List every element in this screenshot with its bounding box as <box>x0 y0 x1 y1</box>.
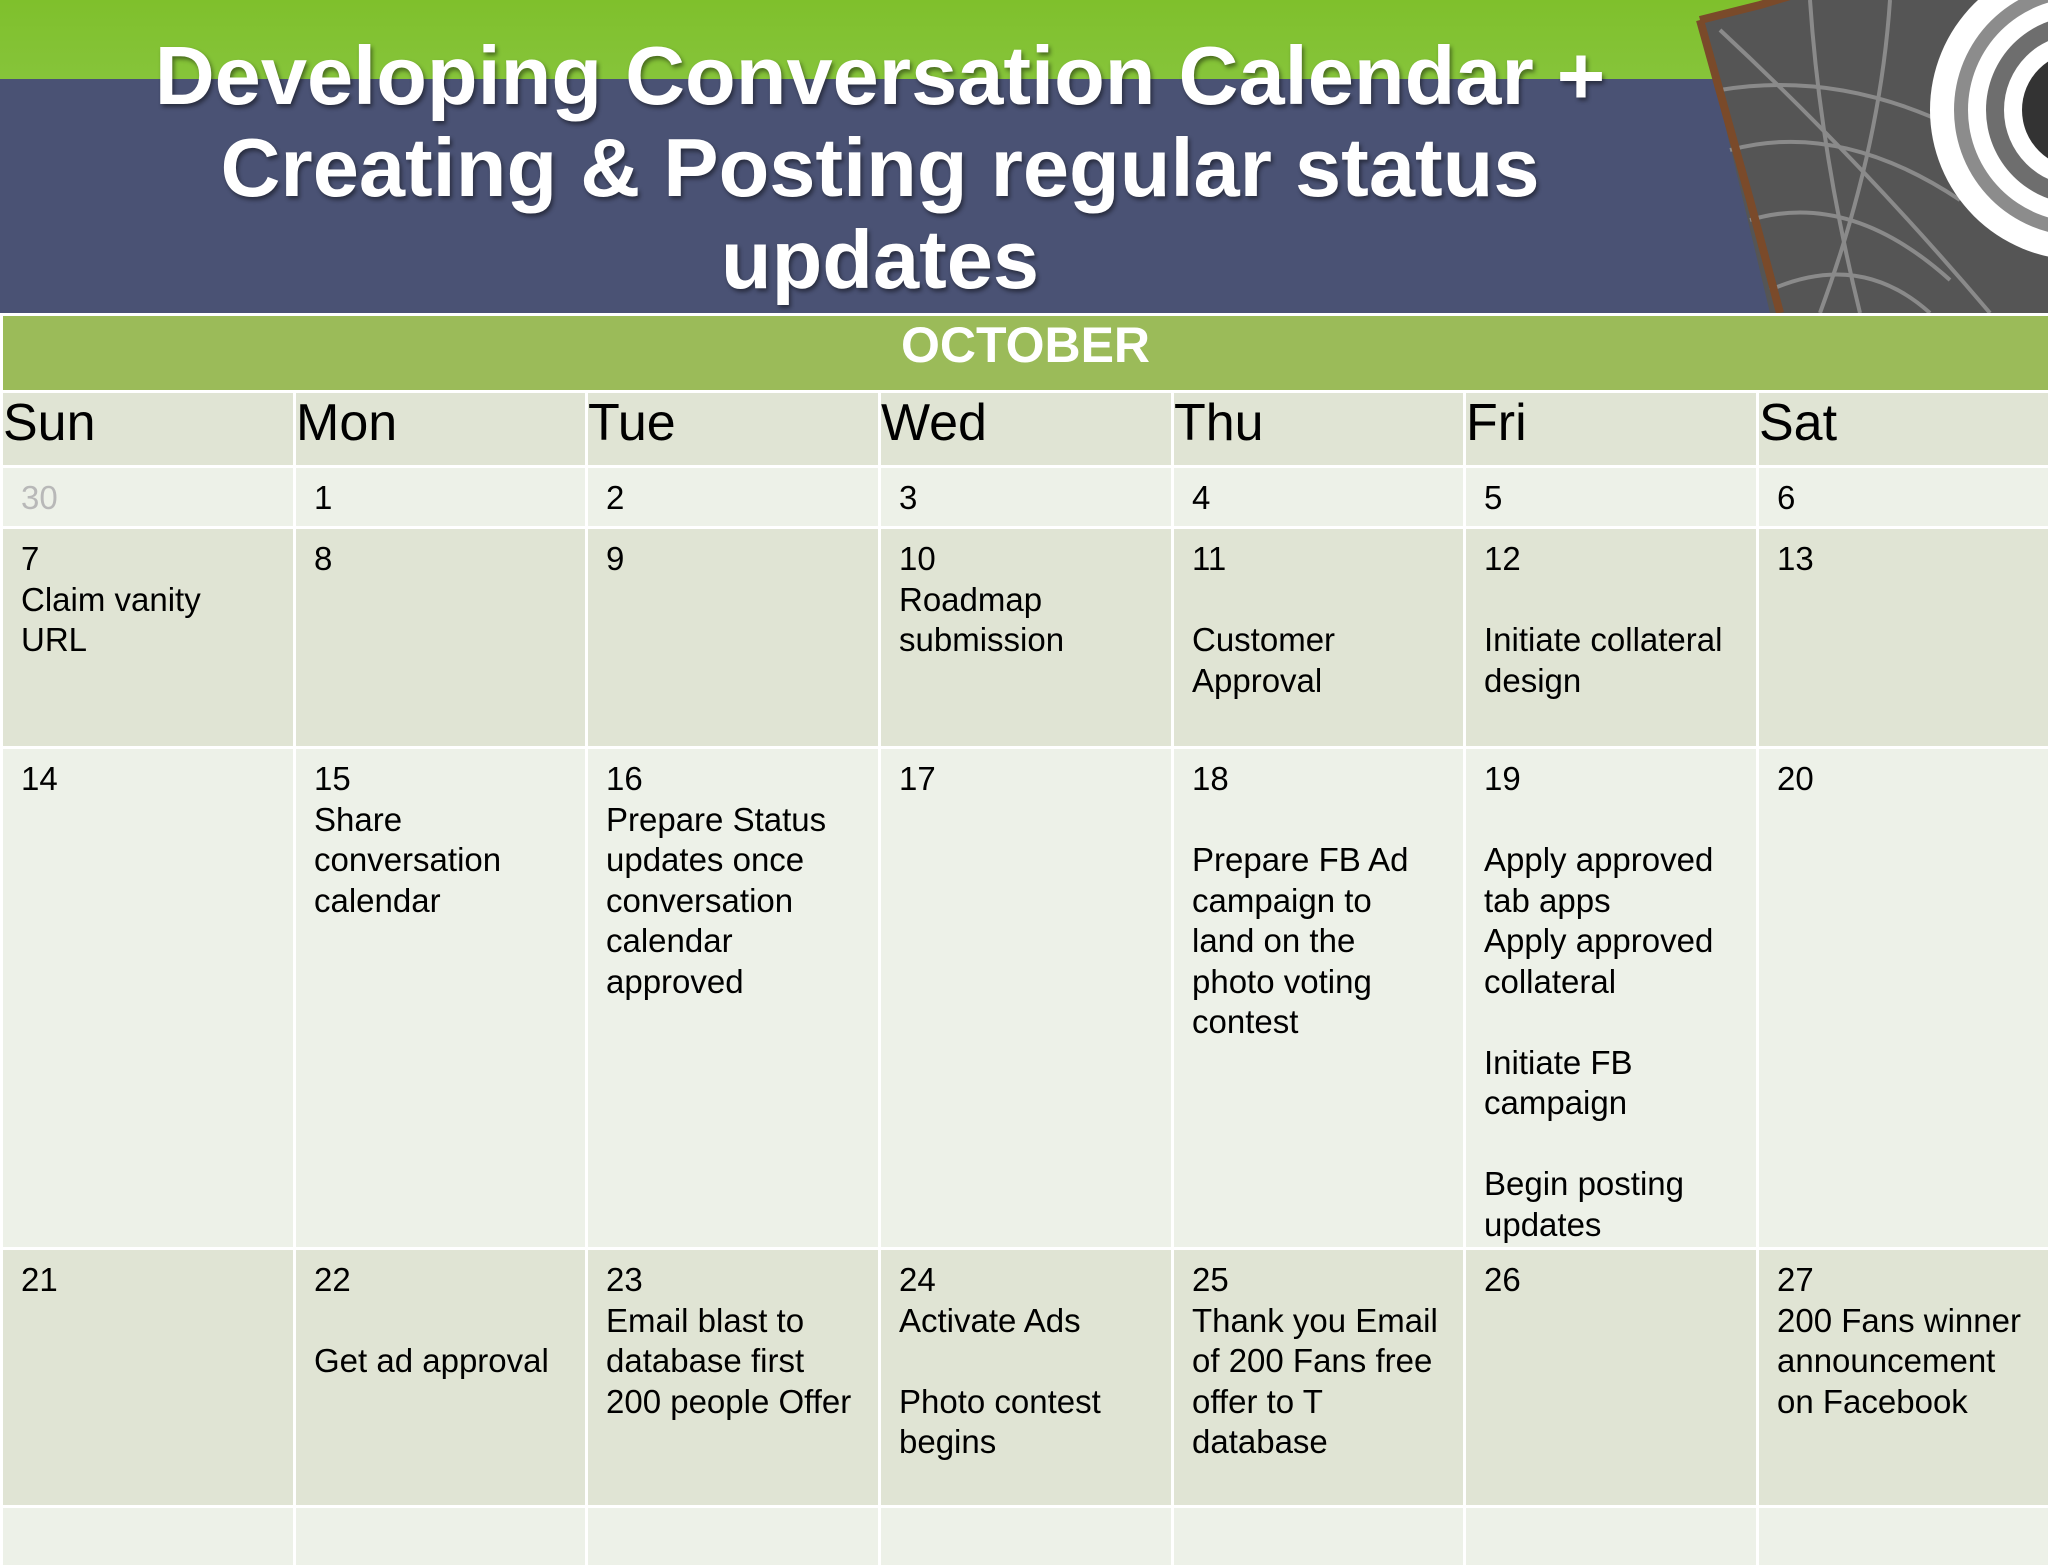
day-cell <box>2 1249 295 1507</box>
day-cell <box>1465 748 1758 1249</box>
week-row-1 <box>2 467 2048 528</box>
day-cell <box>587 1249 880 1507</box>
day-cell-text: 6 <box>1777 478 2038 519</box>
weekday-sun: Sun <box>2 392 295 467</box>
day-cell <box>2 467 295 528</box>
slide-header <box>0 0 2048 313</box>
day-cell-text: 20 <box>1777 759 2038 800</box>
day-cell-text: 3 <box>899 478 1161 519</box>
day-cell-text: 18 Prepare FB Ad campaign to land on the photo voting contest <box>1192 759 1453 1043</box>
day-cell <box>587 467 880 528</box>
day-cell-text: 15 Share conversation calendar <box>314 759 575 921</box>
day-cell-text: 17 <box>899 759 1161 800</box>
weekday-sat: Sat <box>1758 392 2048 467</box>
day-cell-text: 26 <box>1484 1260 1746 1301</box>
day-cell <box>1758 528 2048 748</box>
day-cell-text: 1 <box>314 478 575 519</box>
weekday-header-row <box>2 392 2048 467</box>
day-cell <box>1758 467 2048 528</box>
day-cell <box>1173 528 1465 748</box>
day-cell-cut-off <box>2 1507 295 1567</box>
october-calendar <box>0 313 2048 1568</box>
day-cell-text: 13 <box>1777 539 2038 580</box>
week-row-5-partial <box>2 1507 2048 1567</box>
weekday-thu: Thu <box>1173 392 1465 467</box>
day-cell-text: 8 <box>314 539 575 580</box>
day-cell <box>587 528 880 748</box>
day-cell <box>880 528 1173 748</box>
day-cell-cut-off <box>880 1507 1173 1567</box>
day-cell <box>1173 748 1465 1249</box>
weekday-mon: Mon <box>295 392 587 467</box>
day-cell-text: 11 Customer Approval <box>1192 539 1453 701</box>
day-cell-text: 5 <box>1484 478 1746 519</box>
month-label: OCTOBER <box>2 315 2048 392</box>
day-cell-text: 14 <box>21 759 283 800</box>
spiderweb-logo-icon <box>1660 0 2048 313</box>
day-cell <box>295 1249 587 1507</box>
day-cell <box>1173 467 1465 528</box>
day-cell-text: 27 200 Fans winner announcement on Facebook <box>1777 1260 2038 1422</box>
day-cell-text: 12 Initiate collateral design <box>1484 539 1746 701</box>
weekday-wed: Wed <box>880 392 1173 467</box>
day-cell-text: 25 Thank you Email of 200 Fans free offer to T database <box>1192 1260 1453 1463</box>
weekday-fri: Fri <box>1465 392 1758 467</box>
day-cell-text: 24 Activate Ads Photo contest begins <box>899 1260 1161 1463</box>
day-cell-cut-off <box>1758 1507 2048 1567</box>
day-cell <box>1465 528 1758 748</box>
day-cell <box>2 528 295 748</box>
day-cell <box>1465 467 1758 528</box>
month-header-row <box>2 315 2048 392</box>
day-cell <box>1758 1249 2048 1507</box>
slide-title <box>60 30 1700 306</box>
day-cell-cut-off <box>1465 1507 1758 1567</box>
day-cell <box>1758 748 2048 1249</box>
day-cell-cut-off <box>1173 1507 1465 1567</box>
title-line-3: updates <box>60 214 1700 306</box>
day-cell-text: 23 Email blast to database first 200 people Offer <box>606 1260 868 1422</box>
day-cell <box>1173 1249 1465 1507</box>
day-cell <box>295 748 587 1249</box>
day-cell <box>295 467 587 528</box>
day-cell <box>880 1249 1173 1507</box>
day-cell-cut-off <box>295 1507 587 1567</box>
day-cell-text: 7 Claim vanity URL <box>21 539 283 661</box>
weekday-tue: Tue <box>587 392 880 467</box>
day-cell-cut-off <box>587 1507 880 1567</box>
day-cell <box>880 748 1173 1249</box>
day-cell-text: 16 Prepare Status updates once conversation calendar approved <box>606 759 868 1002</box>
day-cell <box>295 528 587 748</box>
day-cell <box>1465 1249 1758 1507</box>
day-cell-text: 19 Apply approved tab apps Apply approved collateral Initiate FB campaign Begin posting updates <box>1484 759 1746 1245</box>
day-cell <box>2 748 295 1249</box>
day-cell-text: 2 <box>606 478 868 519</box>
day-cell-text: 4 <box>1192 478 1453 519</box>
day-cell-text: 21 <box>21 1260 283 1301</box>
day-cell-text: 30 <box>21 478 283 519</box>
week-row-2 <box>2 528 2048 748</box>
day-cell-text: 10 Roadmap submission <box>899 539 1161 661</box>
week-row-3 <box>2 748 2048 1249</box>
day-cell-text: 9 <box>606 539 868 580</box>
day-cell <box>880 467 1173 528</box>
title-line-1: Developing Conversation Calendar + <box>60 30 1700 122</box>
title-line-2: Creating & Posting regular status <box>60 122 1700 214</box>
day-cell <box>587 748 880 1249</box>
day-cell-text: 22 Get ad approval <box>314 1260 575 1382</box>
week-row-4 <box>2 1249 2048 1507</box>
